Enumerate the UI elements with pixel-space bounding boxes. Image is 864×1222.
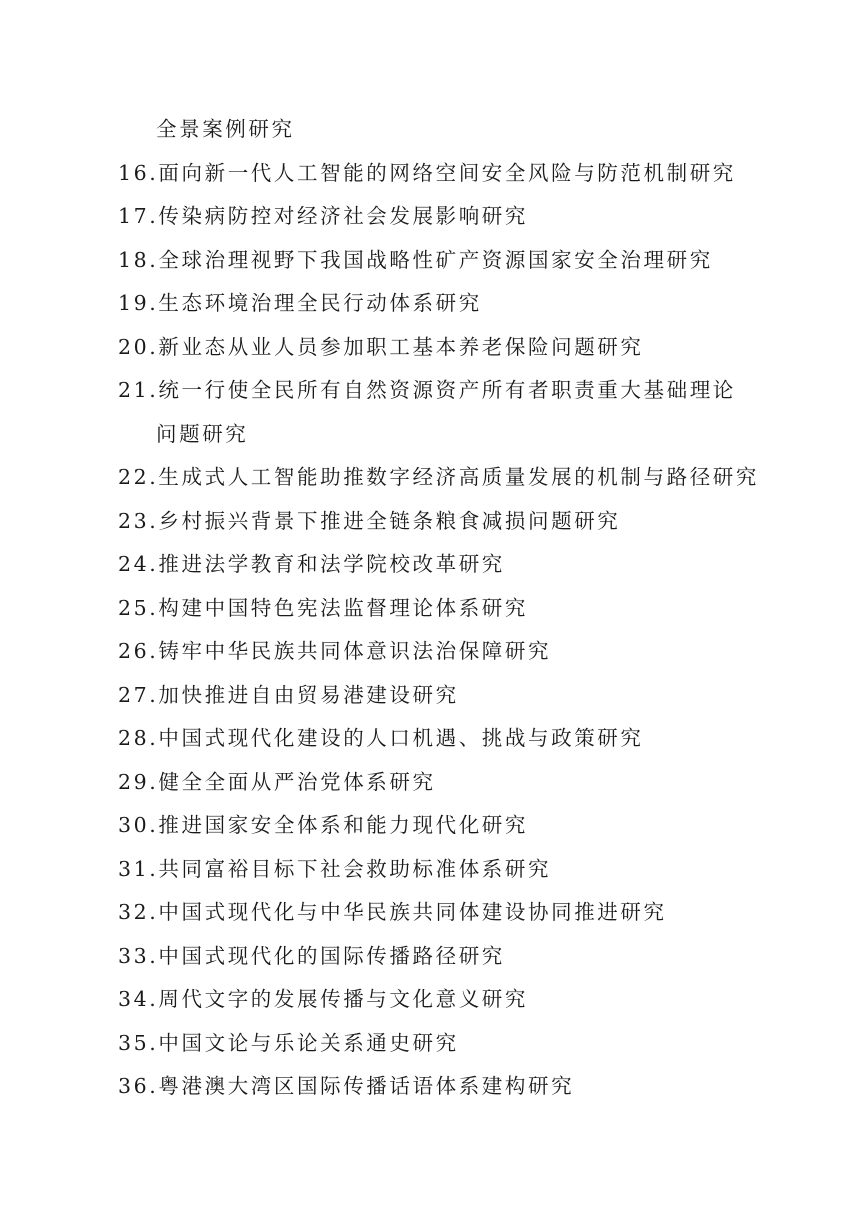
list-item-continuation: 问题研究 xyxy=(156,421,249,446)
list-item: 18.全球治理视野下我国战略性矿产资源国家安全治理研究 xyxy=(118,247,713,272)
list-item: 23.乡村振兴背景下推进全链条粮食减损问题研究 xyxy=(118,508,621,533)
list-item: 32.中国式现代化与中华民族共同体建设协同推进研究 xyxy=(118,900,667,924)
list-item: 28.中国式现代化建设的人口机遇、挑战与政策研究 xyxy=(118,726,644,750)
list-item: 20.新业态从业人员参加职工基本养老保险问题研究 xyxy=(118,334,644,359)
list-item: 31.共同富裕目标下社会救助标准体系研究 xyxy=(118,856,552,881)
list-item: 24.推进法学教育和法学院校改革研究 xyxy=(118,552,505,576)
topic-list xyxy=(118,108,798,1109)
list-item: 17.传染病防控对经济社会发展影响研究 xyxy=(118,204,529,228)
list-item-continuation: 全景案例研究 xyxy=(156,117,295,141)
list-item: 26.铸牢中华民族共同体意识法治保障研究 xyxy=(118,639,552,663)
list-item: 29.健全全面从严治党体系研究 xyxy=(118,769,436,794)
list-item: 34.周代文字的发展传播与文化意义研究 xyxy=(118,987,529,1011)
list-item: 30.推进国家安全体系和能力现代化研究 xyxy=(118,813,529,837)
list-item: 19.生态环境治理全民行动体系研究 xyxy=(118,291,482,315)
list-item: 21.统一行使全民所有自然资源资产所有者职责重大基础理论 xyxy=(118,378,736,402)
list-item: 33.中国式现代化的国际传播路径研究 xyxy=(118,943,505,968)
list-item: 22.生成式人工智能助推数字经济高质量发展的机制与路径研究 xyxy=(118,465,759,489)
list-item: 27.加快推进自由贸易港建设研究 xyxy=(118,682,459,707)
list-item: 25.构建中国特色宪法监督理论体系研究 xyxy=(118,595,529,620)
list-item: 36.粤港澳大湾区国际传播话语体系建构研究 xyxy=(118,1074,575,1098)
list-item: 35.中国文论与乐论关系通史研究 xyxy=(118,1030,459,1055)
list-item: 16.面向新一代人工智能的网络空间安全风险与防范机制研究 xyxy=(118,160,736,185)
